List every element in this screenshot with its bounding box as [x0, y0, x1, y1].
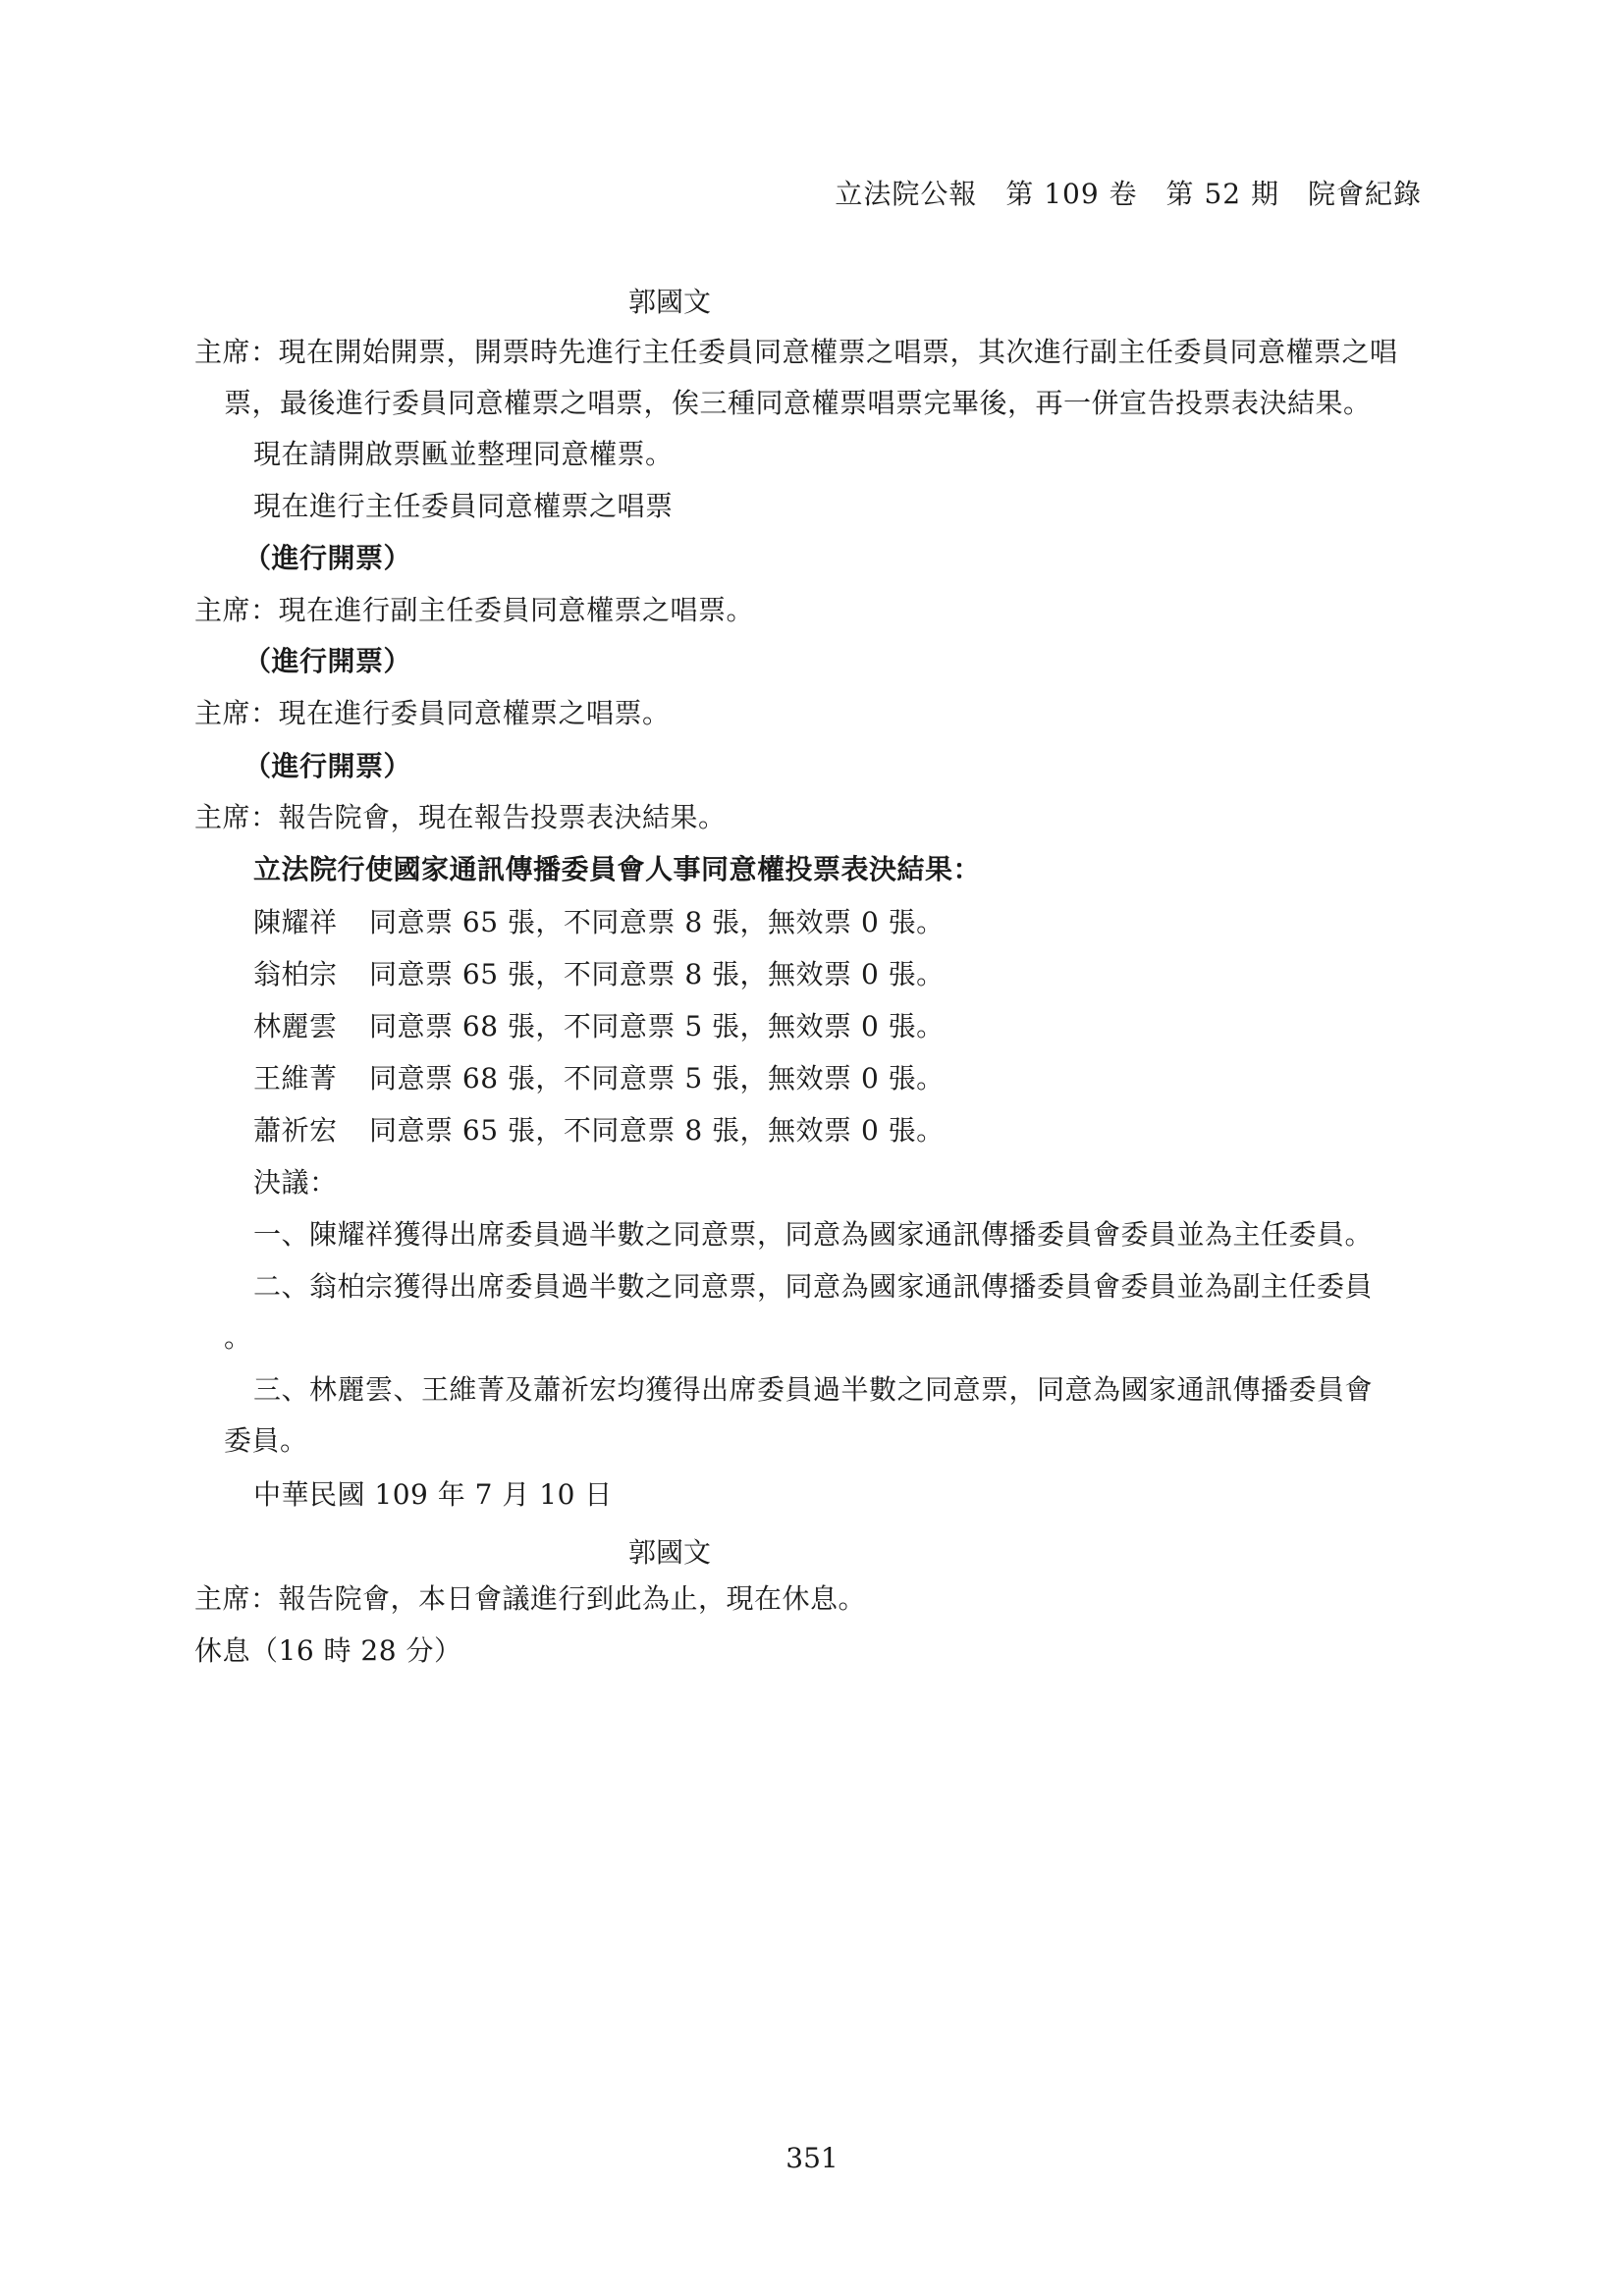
- signature-top: 郭國文: [628, 286, 712, 318]
- vote-count: 同意票 65 張，不同意票 8 張，無效票 0 張。: [369, 906, 945, 938]
- result-row: [253, 1111, 945, 1150]
- nominee-name: 林麗雲: [253, 1010, 338, 1042]
- vote-count: 同意票 68 張，不同意票 5 張，無效票 0 張。: [369, 1062, 945, 1095]
- result-row: [253, 903, 945, 942]
- resolution-3-line-2: 委員。: [224, 1424, 308, 1457]
- counting-note-2: （進行開票）: [244, 645, 412, 677]
- signature-bottom: 郭國文: [628, 1536, 712, 1569]
- vote-count: 同意票 65 張，不同意票 8 張，無效票 0 張。: [369, 958, 945, 990]
- counting-note-1: （進行開票）: [244, 542, 412, 574]
- vote-count: 同意票 65 張，不同意票 8 張，無效票 0 張。: [369, 1114, 945, 1147]
- resolution-1: 一、陳耀祥獲得出席委員過半數之同意票，同意為國家通訊傳播委員會委員並為主任委員。: [253, 1218, 1374, 1251]
- paragraph-7: 主席：報告院會，本日會議進行到此為止，現在休息。: [194, 1582, 867, 1615]
- paragraph-1-line-1: 主席：現在開始開票，開票時先進行主任委員同意權票之唱票，其次進行副主任委員同意權票之唱: [194, 336, 1398, 368]
- paragraph-1-line-2: 票，最後進行委員同意權票之唱票，俟三種同意權票唱票完畢後，再一併宣告投票表決結果。: [224, 387, 1372, 419]
- paragraph-4: 主席：現在進行副主任委員同意權票之唱票。: [194, 594, 755, 626]
- results-title: 立法院行使國家通訊傳播委員會人事同意權投票表決結果：: [253, 853, 982, 885]
- page-number: 351: [785, 2142, 839, 2174]
- recess-note: 休息（16 時 28 分）: [194, 1634, 462, 1667]
- result-row: [253, 1059, 945, 1098]
- paragraph-6: 主席：報告院會，現在報告投票表決結果。: [194, 801, 727, 833]
- nominee-name: 翁柏宗: [253, 958, 338, 990]
- counting-note-3: （進行開票）: [244, 750, 412, 782]
- paragraph-3: 現在進行主任委員同意權票之唱票: [253, 490, 674, 522]
- gazette-header: 立法院公報 第 109 卷 第 52 期 院會紀錄: [835, 178, 1422, 210]
- resolution-label: 決議：: [253, 1166, 338, 1199]
- result-row: [253, 955, 945, 994]
- resolution-2-line-2: 。: [224, 1321, 252, 1354]
- nominee-name: 陳耀祥: [253, 906, 338, 938]
- result-row: [253, 1007, 945, 1046]
- paragraph-5: 主席：現在進行委員同意權票之唱票。: [194, 697, 671, 729]
- nominee-name: 王維菁: [253, 1062, 338, 1095]
- vote-count: 同意票 68 張，不同意票 5 張，無效票 0 張。: [369, 1010, 945, 1042]
- paragraph-2: 現在請開啟票匭並整理同意權票。: [253, 438, 674, 470]
- resolution-3-line-1: 三、林麗雲、王維菁及蕭祈宏均獲得出席委員過半數之同意票，同意為國家通訊傳播委員會: [253, 1373, 1374, 1406]
- date: 中華民國 109 年 7 月 10 日: [253, 1478, 613, 1511]
- nominee-name: 蕭祈宏: [253, 1114, 338, 1147]
- resolution-2-line-1: 二、翁柏宗獲得出席委員過半數之同意票，同意為國家通訊傳播委員會委員並為副主任委員: [253, 1270, 1374, 1303]
